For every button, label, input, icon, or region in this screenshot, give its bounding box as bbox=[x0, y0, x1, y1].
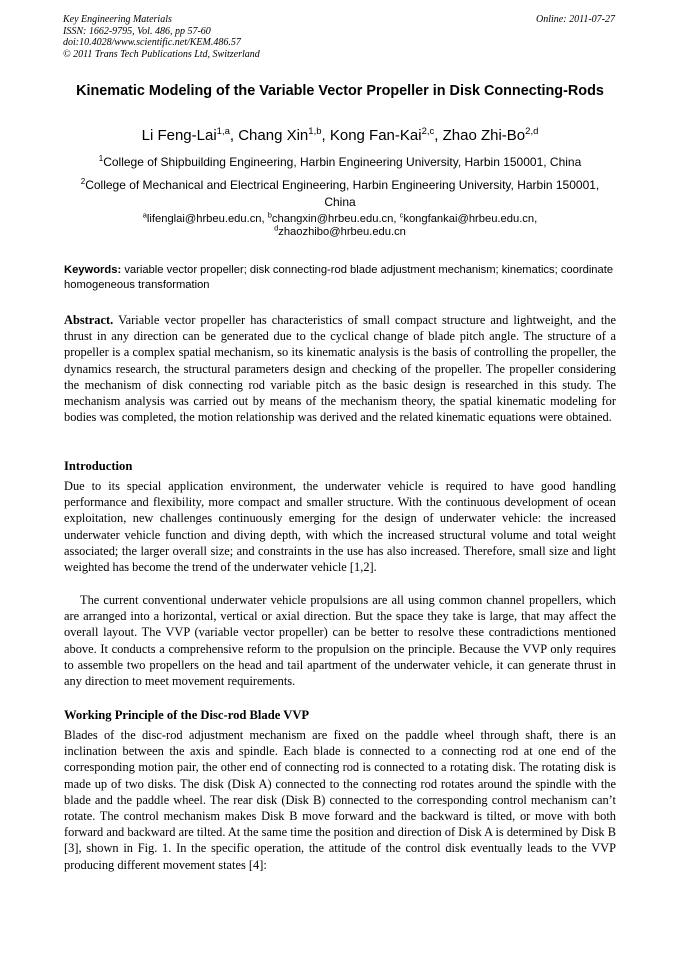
section-heading-working-principle: Working Principle of the Disc-rod Blade VVP bbox=[64, 708, 310, 722]
author-name: Zhao Zhi-Bo bbox=[442, 127, 526, 144]
keywords bbox=[64, 263, 616, 292]
email-sup: d bbox=[274, 223, 279, 233]
author-name: Li Feng-Lai bbox=[141, 127, 217, 144]
paragraph: Blades of the disc-rod adjustment mechanism are fixed on the paddle wheel through shaft, there is an inclination between the axis and spindle. Each blade is connected to a connecting rod at one end of the corresponding motion pair, the other end of connecting rod is connected to a rotating disk. The rotating disk is made up of two disks. The disk (Disk A) connected to the connecting rod rotates around the spindle with the blade and the paddle wheel. The rear disk (Disk B) connected to the corresponding control mechanism can’t rotate. The control mechanism makes Disk B move forward and the backward is tilted, or move with both forward and backward are tilted. At the same time the position and direction of Disk A is determined by Disk B [3], shown in Fig. 1. In the specific operation, the attitude of the control disk eventually leads to the VVP producing different movement states [4]: bbox=[64, 728, 616, 872]
affiliation-1 bbox=[64, 154, 616, 171]
abstract-text: Variable vector propeller has characteristics of small compact structure and lightweight, and the thrust in any direction can be generated due to the cyclical change of blade pitch angle. The structure of a propeller is a complex spatial mechanism, so its kinematic analysis is the basis of controlling the propeller, the dynamics research, the structural parameters design and checking of the propeller. The propeller considering the mechanism of disk connecting rod variable pitch as the basic design is researched in this study. The mechanism analysis was carried out by means of the mechanism theory, the spatial kinematic modeling for bodies was completed, the motion relationship was derived and the related kinematic equations were obtained. bbox=[64, 313, 617, 425]
affiliation-sup: 1 bbox=[98, 154, 104, 163]
author-name: Kong Fan-Kai bbox=[329, 127, 422, 144]
journal-name: Key Engineering Materials bbox=[63, 14, 172, 25]
online-date: Online: 2011-07-27 bbox=[536, 14, 615, 25]
section-heading-introduction: Introduction bbox=[64, 459, 133, 473]
paper-title: Kinematic Modeling of the Variable Vector Propeller in Disk Connecting-Rods bbox=[76, 83, 604, 99]
author-emails: $^a$lifenglai@hrbeu.edu.cn, $^b$changxin@hrbeu.edu.cn, $^c$kongfankai@hrbeu.edu.cn, $^d$zhaozhibo@hrbeu.edu.cn bbox=[142, 210, 538, 239]
email-link[interactable]: zhaozhibo@hrbeu.edu.cn bbox=[278, 226, 406, 239]
abstract-label: Abstract. bbox=[64, 313, 114, 327]
author-name: Chang Xin bbox=[238, 127, 309, 144]
keywords-label: Keywords: bbox=[64, 264, 122, 276]
email-sup: c bbox=[399, 210, 404, 220]
author-sup: 2,c bbox=[421, 126, 435, 137]
affiliation-text: College of Mechanical and Electrical Engineering, Harbin Engineering University, Harbin 150001, China bbox=[85, 178, 600, 209]
doi-line[interactable]: doi:10.4028/www.scientific.net/KEM.486.57 bbox=[63, 37, 241, 49]
author-sup: 1,a bbox=[216, 126, 230, 137]
email-link[interactable]: lifenglai@hrbeu.edu.cn bbox=[146, 213, 262, 225]
email-sup: b bbox=[267, 210, 272, 220]
affiliation-sup: 2 bbox=[80, 177, 86, 186]
email-link[interactable]: kongfankai@hrbeu.edu.cn bbox=[403, 213, 535, 225]
journal-header bbox=[63, 14, 615, 60]
paragraph: Due to its special application environment, the underwater vehicle is required to have good handling performance and flexibility, more compact and smaller structure. With the continuous development of ocean exploitation, new challenges continuously emerging for the design of underwater vehicle: the increased underwater vehicle function and diving depth, with which the increased structural volume and total weight associated; the larger overall size; and constraints in the use has also increased. Therefore, small size and light weighted has become the trend of the underwater vehicle [1,2]. bbox=[64, 479, 616, 575]
affiliation-text: College of Shipbuilding Engineering, Harbin Engineering University, Harbin 150001, China bbox=[103, 155, 582, 169]
copyright-line: © 2011 Trans Tech Publications Ltd, Switzerland bbox=[63, 48, 260, 60]
email-link[interactable]: changxin@hrbeu.edu.cn bbox=[271, 213, 394, 225]
email-sup: a bbox=[142, 210, 147, 220]
paragraph: The current conventional underwater vehicle propulsions are all using common channel propellers, which are arranged into a horizontal, vertical or axial direction. But the space they take is large, that may affect the overall layout. The VVP (variable vector propeller) can be better to resolve these contradictions mentioned above. It conducts a comprehensive reform to the propulsion on the principle. Because the VVP only requires to assemble two propellers on the head and tail apartment of the underwater vehicle, it can generate thrust in any direction to meet movement requirements. bbox=[64, 593, 616, 689]
keywords-text: variable vector propeller; disk connecting-rod blade adjustment mechanism; kinematics; coordinate homogeneous transformation bbox=[64, 264, 614, 291]
abstract bbox=[64, 312, 616, 425]
issn-line: ISSN: 1662-9795, Vol. 486, pp 57-60 bbox=[63, 25, 211, 37]
author-list: Li Feng-Lai$^{1,a}$, Chang Xin$^{1,b}$, Kong Fan-Kai$^{2,c}$, Zhao Zhi-Bo$^{2,d}$ bbox=[141, 126, 539, 144]
author-sup: 1,b bbox=[308, 126, 322, 137]
affiliation-2 bbox=[64, 177, 616, 210]
author-sup: 2,d bbox=[525, 126, 539, 137]
